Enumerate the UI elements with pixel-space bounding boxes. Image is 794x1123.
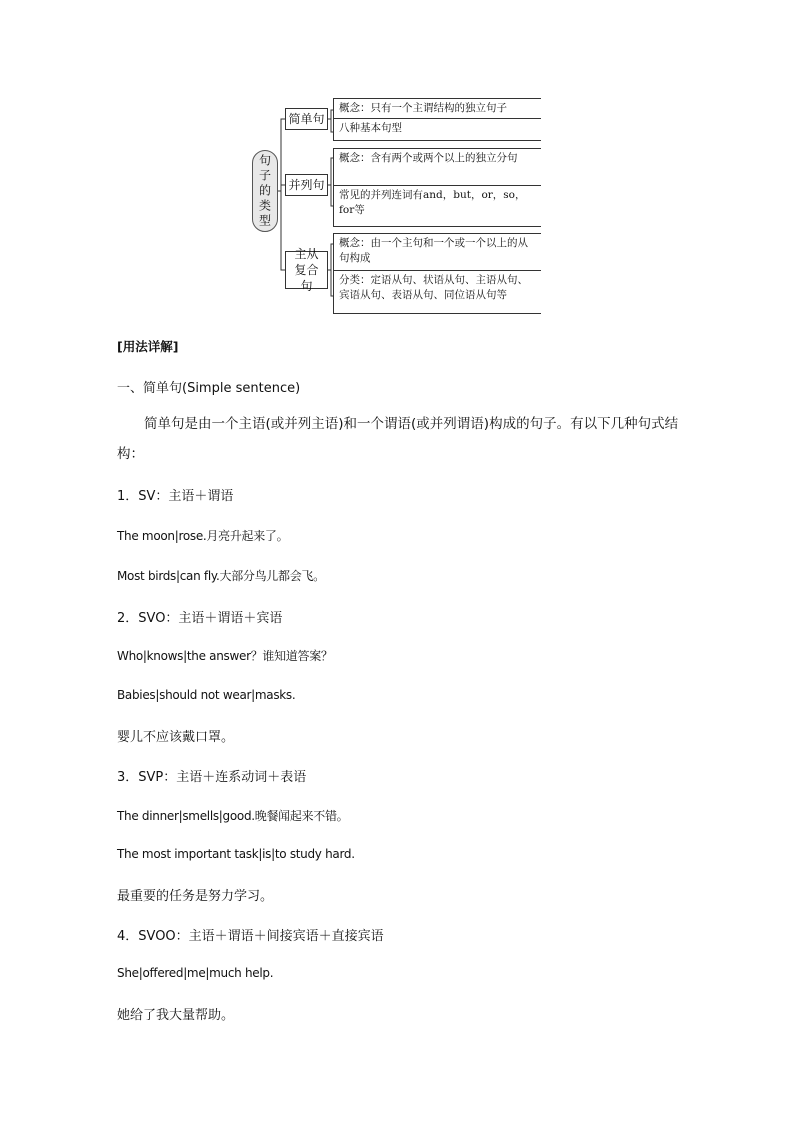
leaf-complex-categories: 分类：定语从句、状语从句、主语从句、宾语从句、表语从句、同位语从句等 (334, 270, 541, 305)
leaf-compound-conjunctions: 常见的并列连词有and，but，or，so，for等 (334, 185, 541, 220)
example-svoo-1: She|offered|me|much help. (117, 966, 274, 980)
pattern-svoo: 4．SVOO：主语＋谓语＋间接宾语＋直接宾语 (117, 929, 384, 944)
example-svo-2: Babies|should not wear|masks. (117, 688, 296, 702)
section-title-simple-sentence: 一、简单句(Simple sentence) (117, 381, 301, 396)
example-sv-1: The moon|rose.月亮升起来了。 (117, 529, 289, 543)
leaf-complex-concept: 概念：由一个主句和一个或一个以上的从句构成 (339, 237, 528, 264)
complex-sentence-leaves (333, 233, 541, 314)
pattern-svp: 3．SVP：主语＋连系动词＋表语 (117, 770, 307, 785)
example-svo-2-translation: 婴儿不应该戴口罩。 (117, 730, 235, 745)
example-svp-2: The most important task|is|to study hard. (117, 847, 355, 861)
example-sv-2: Most birds|can fly.大部分鸟儿都会飞。 (117, 569, 325, 583)
example-svp-1: The dinner|smells|good.晚餐闻起来不错。 (117, 809, 349, 823)
usage-heading: [用法详解] (117, 339, 179, 354)
compound-sentence-leaves (333, 148, 541, 227)
sentence-types-diagram (250, 96, 550, 318)
diagram-root-node: 句子的类型 (252, 150, 278, 232)
example-svo-1: Who|knows|the answer？谁知道答案？ (117, 649, 333, 663)
pattern-svo: 2．SVO：主语＋谓语＋宾语 (117, 611, 283, 626)
leaf-simple-patterns: 八种基本句型 (334, 118, 541, 138)
pattern-sv: 1．SV：主语＋谓语 (117, 489, 234, 504)
connector-root-branch1 (278, 119, 285, 191)
branch-simple-sentence: 简单句 (285, 108, 328, 130)
leaf-compound-concept: 概念：含有两个或两个以上的独立分句 (339, 152, 518, 164)
branch-complex-sentence: 主从复合句 (285, 251, 328, 289)
leaf-simple-concept: 概念：只有一个主谓结构的独立句子 (339, 102, 507, 114)
branch-compound-sentence: 并列句 (285, 174, 328, 196)
intro-paragraph: 简单句是由一个主语(或并列主语)和一个谓语(或并列谓语)构成的句子。有以下几种句式结构： (117, 416, 679, 462)
example-svoo-1-translation: 她给了我大量帮助。 (117, 1008, 235, 1023)
simple-sentence-leaves (333, 98, 541, 141)
example-svp-2-translation: 最重要的任务是努力学习。 (117, 889, 274, 904)
